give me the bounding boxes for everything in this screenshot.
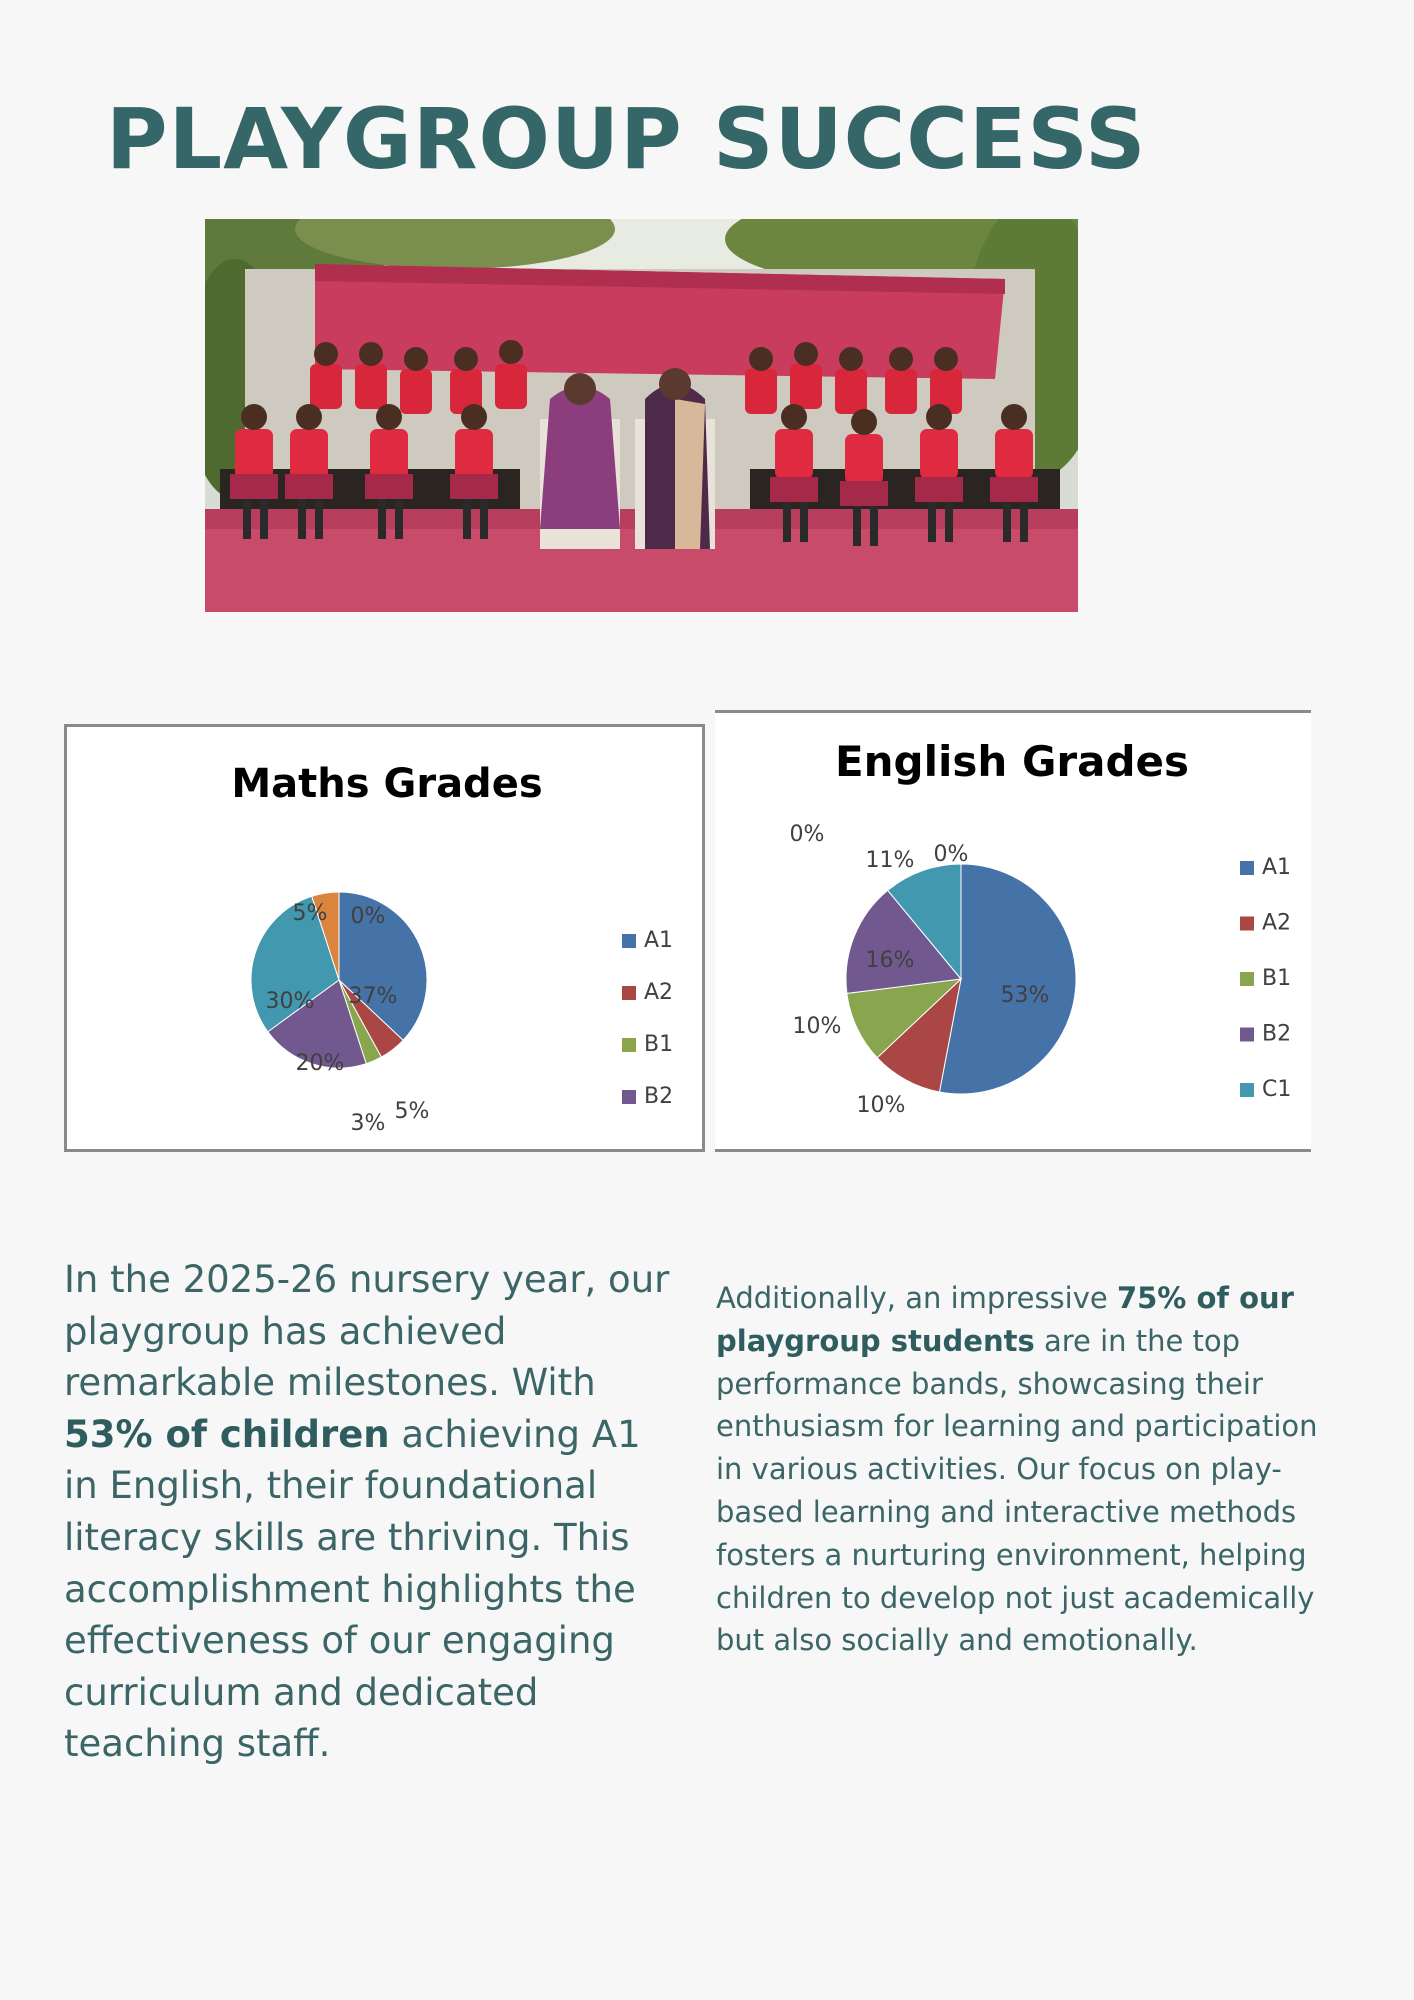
pie-data-label: 20% <box>295 1051 345 1076</box>
pie-data-label: 16% <box>865 948 915 973</box>
pie-data-label: 30% <box>265 989 315 1014</box>
pie-data-label: 0% <box>933 842 969 867</box>
pie-data-label: 10% <box>792 1014 842 1039</box>
pie-data-label: 0% <box>350 904 386 929</box>
legend-label: A1 <box>644 928 674 953</box>
legend-label: B2 <box>1262 1021 1292 1047</box>
legend-swatch <box>622 1038 636 1052</box>
pie-data-label: 37% <box>348 984 398 1009</box>
legend-swatch <box>622 986 636 1000</box>
pie-data-label: 11% <box>865 848 915 873</box>
legend-label: A2 <box>644 980 674 1005</box>
legend-swatch <box>1240 917 1254 931</box>
legend-swatch <box>1240 861 1254 875</box>
chart-title: English Grades <box>834 737 1190 786</box>
legend-label: B2 <box>644 1084 674 1109</box>
legend-label: A1 <box>1262 855 1292 880</box>
legend-label: B1 <box>644 1032 674 1057</box>
left-paragraph-highlight: 53% of children <box>64 1412 390 1456</box>
right-paragraph-text: Additionally, an impressive <box>716 1281 1117 1315</box>
legend-swatch <box>1240 1028 1254 1042</box>
pie-data-label: 53% <box>1000 983 1050 1008</box>
pie-data-label: 5% <box>394 1099 430 1124</box>
left-paragraph <box>64 1254 674 1770</box>
legend-swatch <box>622 1090 636 1104</box>
pie-data-label: 3% <box>350 1111 386 1136</box>
right-paragraph <box>716 1277 1331 1662</box>
group-photo <box>205 219 1078 612</box>
legend-label: C1 <box>1262 1077 1292 1102</box>
legend-label: A2 <box>1262 910 1292 936</box>
pie-data-label: 10% <box>856 1093 906 1118</box>
page-title: PLAYGROUP SUCCESS <box>106 90 1147 188</box>
legend-swatch <box>1240 972 1254 986</box>
legend-swatch <box>1240 1083 1254 1097</box>
right-paragraph-text-cont: are in the top performance bands, showcasing their enthusiasm for learning and participation in various activities. Our focus on play-based learning and interactive methods fosters a nurturing environment, helping children to develop not just academically but also socially and emotionally. <box>716 1323 1318 1658</box>
legend-swatch <box>622 934 636 948</box>
maths-grades-chart <box>64 724 705 1152</box>
english-grades-chart <box>715 710 1311 1152</box>
left-paragraph-text: In the 2025-26 nursery year, our playgroup has achieved remarkable milestones. With <box>64 1258 670 1405</box>
pie-data-label: 0% <box>789 822 825 847</box>
left-paragraph-text-cont: achieving A1 in English, their foundational literacy skills are thriving. This accomplishment highlights the effectiveness of our engaging curriculum and dedicated teaching staff. <box>64 1412 641 1766</box>
legend-label: B1 <box>1262 966 1292 991</box>
pie-data-label: 5% <box>292 901 328 926</box>
right-paragraph-highlight: 75% of our playgroup students <box>716 1281 1294 1358</box>
chart-title: Maths Grades <box>231 761 543 807</box>
